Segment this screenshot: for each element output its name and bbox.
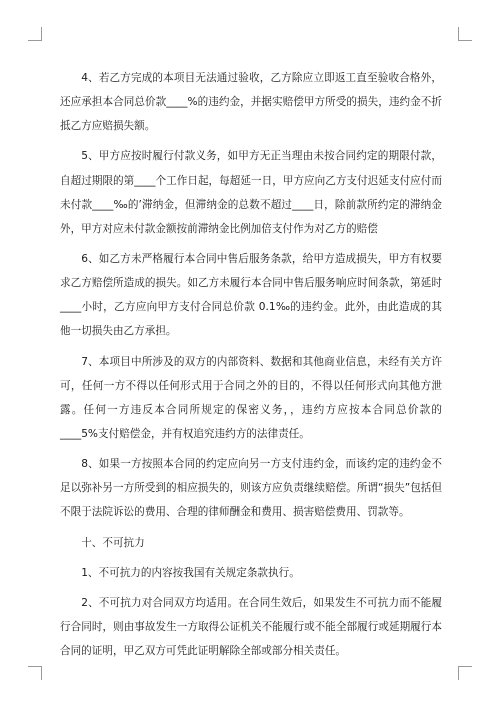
crop-mark-top-right-h <box>458 40 472 41</box>
crop-mark-top-left-h <box>28 40 42 41</box>
clause-additional-damages: 8、如果一方按照本合同的约定应向另一方支付违约金，而该约定的违约金不足以弥补另一方所受到的相应损失的，则该方应负责继续赔偿。所谓“损失”包括但不限于法院诉讼的费用、合理的律师酬金和费用、损害赔偿费用、罚款等。 <box>60 458 442 519</box>
clause-confidentiality: 7、本项目中所涉及的双方的内部资料、数据和其他商业信息，未经有关方许可，任何一方不得以任何形式用于合同之外的目的，不得以任何形式向其他方泄露。任何一方违反本合同所规定的保密义务，，违约方应按本合同总价款的____5%支付赔偿金，并有权追究违约方的法律责任。 <box>60 355 442 440</box>
crop-mark-bottom-left-v <box>41 666 42 680</box>
crop-mark-bottom-right-v <box>458 666 459 680</box>
clause-penalty-late-payment: 5、甲方应按时履行付款义务，如甲方无正当理由未按合同约定的期限付款，自超过期限的第____个工作日起，每超延一日，甲方应向乙方支付迟延支付应付而未付款____‰的’滞纳金，但滞纳金的总数不超过____日，除前款所约定的滞纳金外，甲方对应未付款金额按前滞纳金比例加倍支付作为对乙方的赔偿 <box>60 150 442 235</box>
clause-penalty-after-sales: 6、如乙方未严格履行本合同中售后服务条款，给甲方造成损失，甲方有权要求乙方赔偿所造成的损失。如乙方未履行本合同中售后服务响应时间条款，第延时____小时，乙方应向甲方支付合同总价款 0.1‰的违约金。此外，由此造成的其他一切损失由乙方承担。 <box>60 253 442 338</box>
clause-force-majeure-application: 2、不可抗力对合同双方均适用。在合同生效后，如果发生不可抗力而不能履行合同时，则由事故发生一方取得公证机关不能履行或不能全部履行或延期履行本合同的证明，甲乙双方可凭此证明解除全部或部分相关责任。 <box>60 597 442 658</box>
crop-mark-top-right-v <box>458 27 459 41</box>
section-heading-force-majeure: 十、不可抗力 <box>81 536 145 549</box>
crop-mark-bottom-right-h <box>458 666 472 667</box>
crop-mark-bottom-left-h <box>28 666 42 667</box>
clause-penalty-acceptance: 4、若乙方完成的本项目无法通过验收，乙方除应立即返工直至验收合格外，还应承担本合同总价款____%的违约金，并据实赔偿甲方所受的损失，违约金不折抵乙方应赔损失额。 <box>60 72 442 133</box>
document-body <box>60 66 442 670</box>
clause-force-majeure-scope: 1、不可抗力的内容按我国有关规定条款执行。 <box>81 566 300 579</box>
crop-mark-top-left-v <box>41 27 42 41</box>
